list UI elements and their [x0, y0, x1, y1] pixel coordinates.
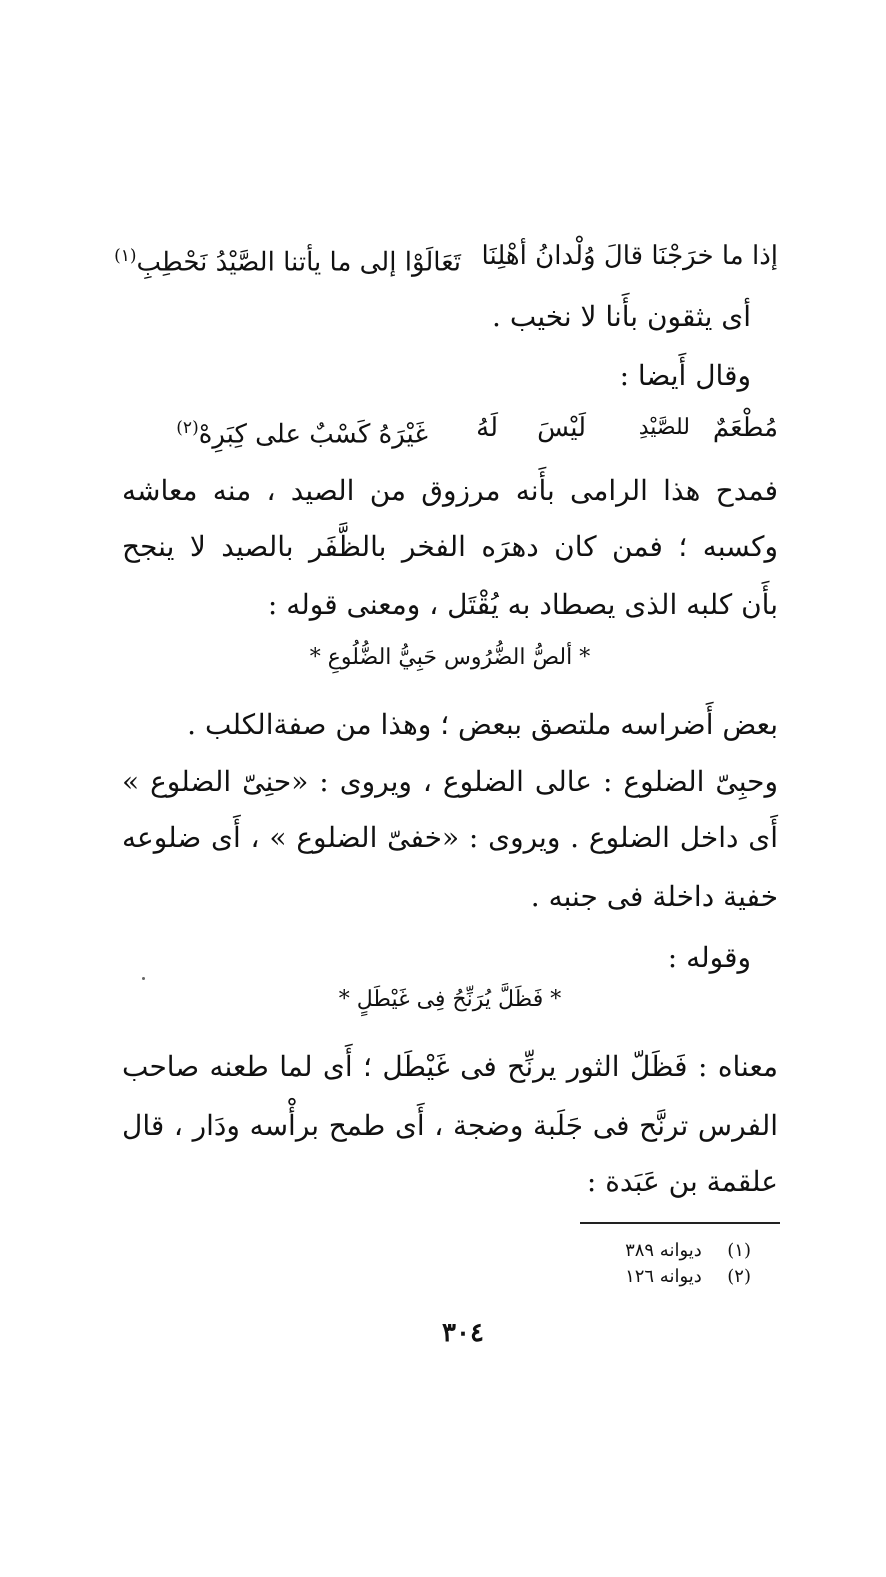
also-said-line: وقال أَيضا :	[619, 359, 751, 392]
verse-1-left-hemistich: تَعَالَوْا إلى ما يأتنا الصَّيْدُ نَحْطِبِ$^{(١)}$	[114, 246, 461, 278]
paragraph-1-line-1: فمدح هذا الرامى بأَنه مرزوق من الصيد ، منه معاشه	[122, 474, 778, 507]
footnote-2-number: (٢)	[727, 1266, 751, 1287]
footnote-1-number: (١)	[727, 1240, 751, 1261]
verse-2-word-4: لَهُ	[476, 413, 498, 443]
footnote-1	[625, 1240, 751, 1262]
paragraph-1-line-2: وكسبه ؛ فمن كان دهرَه الفخر بالظَّفَر بالصيد لا ينجح	[122, 530, 778, 563]
paragraph-2-line-4: خفية داخلة فى جنبه .	[530, 880, 778, 913]
footnote-2-text: ديوانه ١٢٦	[625, 1266, 702, 1287]
verse-2-word-2: للصَّيْدِ	[638, 415, 690, 440]
verse-2-word-1: مُطْعَمٌ	[712, 413, 778, 443]
paragraph-3-line-3: علقمة بن عَبَدة :	[586, 1165, 778, 1198]
footnote-2	[625, 1266, 751, 1288]
meaning-line: أى يثقون بأَنا لا نخيب .	[492, 300, 751, 333]
verse-2-word-3: لَيْسَ	[537, 413, 586, 443]
quote-2: * فَظَلَّ يُرَنِّحُ فِى غَيْطَلٍ *	[338, 987, 562, 1012]
paragraph-1-line-3: بأَن كلبه الذى يصطاد به يُقْتَل ، ومعنى قوله :	[267, 588, 778, 621]
verse-1-right-hemistich: إذا ما خرَجْنَا قالَ وُلْدانُ أهْلِنَا	[481, 241, 778, 271]
paragraph-3-line-1: معناه : فَظَلّ الثور يرنِّح فى غَيْطَل ؛ أَى لما طعنه صاحب	[122, 1050, 778, 1083]
page-number: ٣٠٤	[442, 1318, 484, 1348]
his-saying-line: وقوله :	[667, 941, 751, 974]
footnote-separator	[580, 1222, 780, 1224]
paragraph-2-line-3: أَى داخل الضلوع . ويروى : «خفىّ الضلوع » ، أَى ضلوعه	[122, 821, 778, 854]
footnote-ref-1: (١)	[114, 246, 137, 266]
paragraph-3-line-2: الفرس ترنَّح فى جَلَبة وضجة ، أَى طمح برأْسه ودَار ، قال	[122, 1109, 778, 1142]
verse-2-left-hemistich: غَيْرَهُ كَسْبٌ على كِبَرِهْ$^{(٢)}$	[176, 418, 428, 450]
footnote-ref-2: (٢)	[176, 418, 199, 438]
quote-1: * ألصُّ الضُّرُوس حَبِيُّ الضُّلُوعِ *	[309, 645, 591, 670]
paragraph-2-line-2: وحبِىّ الضلوع : عالى الضلوع ، ويروى : «حنِىّ الضلوع »	[122, 765, 778, 798]
footnote-1-text: ديوانه ٣٨٩	[625, 1240, 702, 1261]
paragraph-2-line-1: بعض أَضراسه ملتصق ببعض ؛ وهذا من صفةالكلب .	[187, 708, 778, 741]
